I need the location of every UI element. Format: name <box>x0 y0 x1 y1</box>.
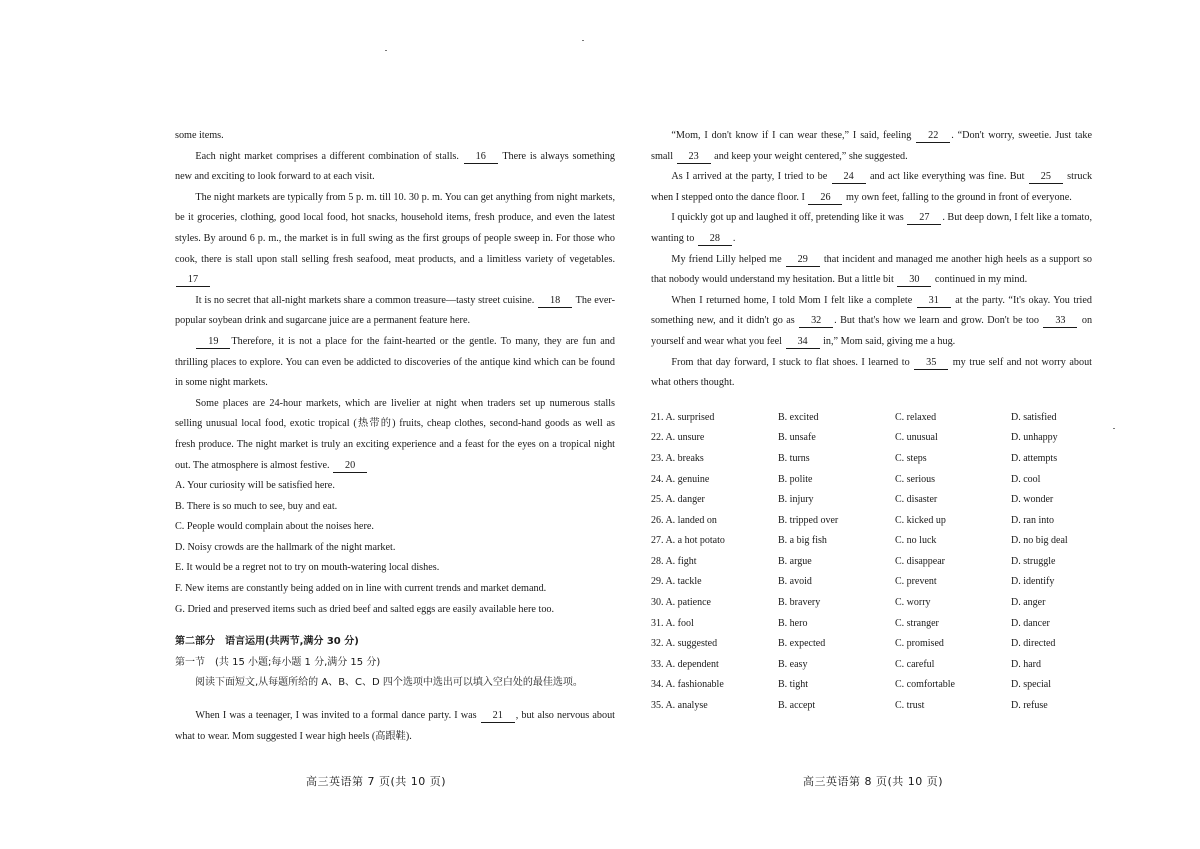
question-option-a: 23. A. breaks <box>651 452 704 464</box>
paragraph-24: As I arrived at the party, I tried to be 24 and act like everything was fine. But 25 struck when I stepped onto the dance floor. I 26 my own feet, falling to the ground in front of everyone. <box>651 171 1093 203</box>
question-option-b: B. avoid <box>778 576 812 588</box>
question-row <box>651 531 1091 552</box>
option-c: C. People would complain about the noises here. <box>175 521 374 533</box>
question-option-b: B. hero <box>778 617 808 629</box>
paragraph-19: 19 Therefore, it is not a place for the faint-hearted or the gentle. To many, they are fun and thrilling places to explore. You can even be addicted to discoveries of the antique kind which can be found in some night markets. <box>175 335 615 389</box>
question-option-d: D. dancer <box>1011 617 1050 629</box>
paragraph-29: My friend Lilly helped me 29 that incident and managed me another high heels as a support so that nobody would understand my hesitation. But a little bit 30 continued in my mind. <box>651 253 1093 286</box>
question-option-a: 28. A. fight <box>651 555 697 567</box>
question-option-a: 29. A. tackle <box>651 576 702 588</box>
page-footer-right: 高三英语第 8 页(共 10 页) <box>803 775 944 788</box>
question-option-a: 27. A. a hot potato <box>651 535 725 547</box>
question-option-d: D. hard <box>1011 658 1041 670</box>
paragraph-31: When I returned home, I told Mom I felt like a complete 31 at the party. “It's okay. You tried something new, and it didn't go as 32 . But that's how we learn and grow. Don't be too 33 on yourself and wear what you feel 34 in,” Mom said, giving me a hug. <box>651 294 1093 347</box>
question-row <box>651 449 1091 470</box>
blank-33: 33 <box>1043 315 1077 328</box>
question-option-b: B. expected <box>778 638 826 650</box>
blank-23: 23 <box>677 151 711 164</box>
paragraph-27: I quickly got up and laughed it off, pretending like it was 27 . But deep down, I felt like a tomato, wanting to 28 . <box>651 212 1092 244</box>
question-option-c: C. disaster <box>895 494 938 506</box>
page-footer-left: 高三英语第 7 页(共 10 页) <box>306 775 447 788</box>
question-option-b: B. tight <box>778 679 809 691</box>
blank-29: 29 <box>786 254 820 267</box>
section-title: 第二部分 语言运用(共两节,满分 30 分) <box>175 636 359 648</box>
question-option-c: C. serious <box>895 473 935 485</box>
option-g: G. Dried and preserved items such as dried beef and salted eggs are easily available here too. <box>175 603 555 615</box>
question-option-b: B. unsafe <box>778 432 816 444</box>
blank-19: 19 <box>196 336 230 349</box>
question-option-d: D. satisfied <box>1011 411 1057 423</box>
question-row <box>651 572 1091 593</box>
question-option-c: C. worry <box>895 597 931 609</box>
blank-34: 34 <box>786 336 820 349</box>
question-option-a: 33. A. dependent <box>651 658 719 670</box>
blank-25: 25 <box>1029 171 1063 184</box>
question-row <box>651 696 1091 717</box>
question-option-a: 21. A. surprised <box>651 411 715 423</box>
question-option-a: 32. A. suggested <box>651 638 718 650</box>
question-row <box>651 408 1091 429</box>
question-option-a: 35. A. analyse <box>651 700 708 712</box>
question-option-b: B. polite <box>778 473 813 485</box>
question-option-c: C. comfortable <box>895 679 955 691</box>
blank-28: 28 <box>698 233 732 246</box>
question-option-b: B. excited <box>778 411 819 423</box>
paragraph-35: From that day forward, I stuck to flat shoes. I learned to 35 my true self and not worry about what others thought. <box>651 356 1093 389</box>
question-option-c: C. unusual <box>895 432 938 444</box>
question-option-c: C. relaxed <box>895 411 937 423</box>
question-row <box>651 675 1091 696</box>
question-option-d: D. no big deal <box>1011 535 1068 547</box>
option-d: D. Noisy crowds are the hallmark of the night market. <box>175 541 396 553</box>
question-option-b: B. bravery <box>778 597 821 609</box>
question-option-d: D. attempts <box>1011 452 1058 464</box>
blank-32: 32 <box>799 315 833 328</box>
question-row <box>651 634 1091 655</box>
blank-18: 18 <box>538 295 572 308</box>
blank-20: 20 <box>333 460 367 473</box>
section-subtitle: 第一节 (共 15 小题;每小题 1 分,满分 15 分) <box>175 656 381 668</box>
option-f: F. New items are constantly being added on in line with current trends and market demand. <box>175 583 547 595</box>
question-option-d: D. struggle <box>1011 555 1056 567</box>
question-option-a: 24. A. genuine <box>651 473 710 485</box>
option-e: E. It would be a regret not to try on mouth-watering local dishes. <box>175 562 440 574</box>
question-option-d: D. anger <box>1011 597 1046 609</box>
blank-22: 22 <box>916 130 950 143</box>
question-option-d: D. ran into <box>1011 514 1055 526</box>
question-row <box>651 655 1091 676</box>
question-option-c: C. prevent <box>895 576 937 588</box>
question-option-d: D. identify <box>1011 576 1055 588</box>
question-option-c: C. disappear <box>895 555 945 567</box>
question-row <box>651 593 1091 614</box>
blank-17: 17 <box>176 274 210 287</box>
scan-speck <box>1113 428 1115 429</box>
question-option-d: D. unhappy <box>1011 432 1058 444</box>
paragraph-18: It is no secret that all-night markets share a common treasure—tasty street cuisine. 18 The ever-popular soybean drink and sugarcane juice are a permanent feature here. <box>175 294 615 327</box>
question-option-b: B. easy <box>778 658 808 670</box>
question-option-c: C. trust <box>895 700 925 712</box>
option-a: A. Your curiosity will be satisfied here. <box>175 480 335 492</box>
question-option-d: D. refuse <box>1011 700 1048 712</box>
question-option-c: C. kicked up <box>895 514 946 526</box>
question-option-c: C. steps <box>895 452 927 464</box>
blank-35: 35 <box>914 357 948 370</box>
question-option-c: C. stranger <box>895 617 939 629</box>
question-option-d: D. special <box>1011 679 1051 691</box>
question-option-b: B. injury <box>778 494 814 506</box>
question-option-b: B. turns <box>778 452 810 464</box>
blank-21: 21 <box>481 710 515 723</box>
blank-31: 31 <box>917 295 951 308</box>
question-option-a: 34. A. fashionable <box>651 679 724 691</box>
question-row <box>651 552 1091 573</box>
paragraph-20: Some places are 24-hour markets, which are livelier at night when traders set up numerous stalls selling unusual local food, exotic tropical (热带的) fruits, cheap clothes, second-hand goods as well as fresh produce. The night market is truly an exciting experience and a feast for the eyes on a tropical night out. The atmosphere is almost festive. 20 <box>175 397 615 471</box>
question-option-d: D. wonder <box>1011 494 1054 506</box>
scan-speck <box>582 40 584 41</box>
question-option-c: C. no luck <box>895 535 937 547</box>
blank-27: 27 <box>907 212 941 225</box>
question-option-a: 31. A. fool <box>651 617 694 629</box>
scan-speck <box>385 50 387 51</box>
multiple-choice-table <box>651 408 1091 717</box>
question-row <box>651 511 1091 532</box>
question-option-c: C. promised <box>895 638 944 650</box>
instruction: 阅读下面短文,从每题所给的 A、B、C、D 四个选项中选出可以填入空白处的最佳选项。 <box>195 677 583 689</box>
question-option-d: D. directed <box>1011 638 1056 650</box>
question-option-b: B. tripped over <box>778 514 839 526</box>
question-option-a: 30. A. patience <box>651 597 711 609</box>
paragraph-16: Each night market comprises a different combination of stalls. 16 There is always something new and exciting to look forward to at each visit. <box>175 150 615 183</box>
question-option-a: 22. A. unsure <box>651 432 705 444</box>
question-row <box>651 428 1091 449</box>
blank-30: 30 <box>897 274 931 287</box>
question-option-b: B. argue <box>778 555 812 567</box>
question-row <box>651 614 1091 635</box>
right-page <box>600 0 1200 849</box>
paragraph-21: When I was a teenager, I was invited to a formal dance party. I was 21 , but also nervous about what to wear. Mom suggested I wear high heels (高跟鞋). <box>175 710 615 742</box>
blank-16: 16 <box>464 151 498 164</box>
question-option-d: D. cool <box>1011 473 1041 485</box>
question-option-b: B. accept <box>778 700 816 712</box>
question-option-a: 25. A. danger <box>651 494 705 506</box>
paragraph-17: The night markets are typically from 5 p. m. till 10. 30 p. m. You can get anything from night markets, be it groceries, clothing, good local food, hot snacks, household items, fresh produce, and even the latest styles. By around 6 p. m., the market is in full swing as the first groups of people sweep in. For those who cook, there is stall upon stall selling fresh seafood, meat products, and a limitless variety of vegetables. 17 <box>175 191 615 286</box>
option-b: B. There is so much to see, buy and eat. <box>175 500 338 512</box>
question-row <box>651 470 1091 491</box>
paragraph-22: “Mom, I don't know if I can wear these,” I said, feeling 22 . “Don't worry, sweetie. Just take small 23 and keep your weight centered,” she suggested. <box>651 130 1092 162</box>
paragraph-intro: some items. <box>175 130 224 141</box>
question-option-b: B. a big fish <box>778 535 827 547</box>
question-row <box>651 490 1091 511</box>
question-option-c: C. careful <box>895 658 935 670</box>
left-column <box>175 126 615 747</box>
question-option-a: 26. A. landed on <box>651 514 717 526</box>
blank-26: 26 <box>808 192 842 205</box>
right-column <box>651 126 1092 717</box>
blank-24: 24 <box>832 171 866 184</box>
